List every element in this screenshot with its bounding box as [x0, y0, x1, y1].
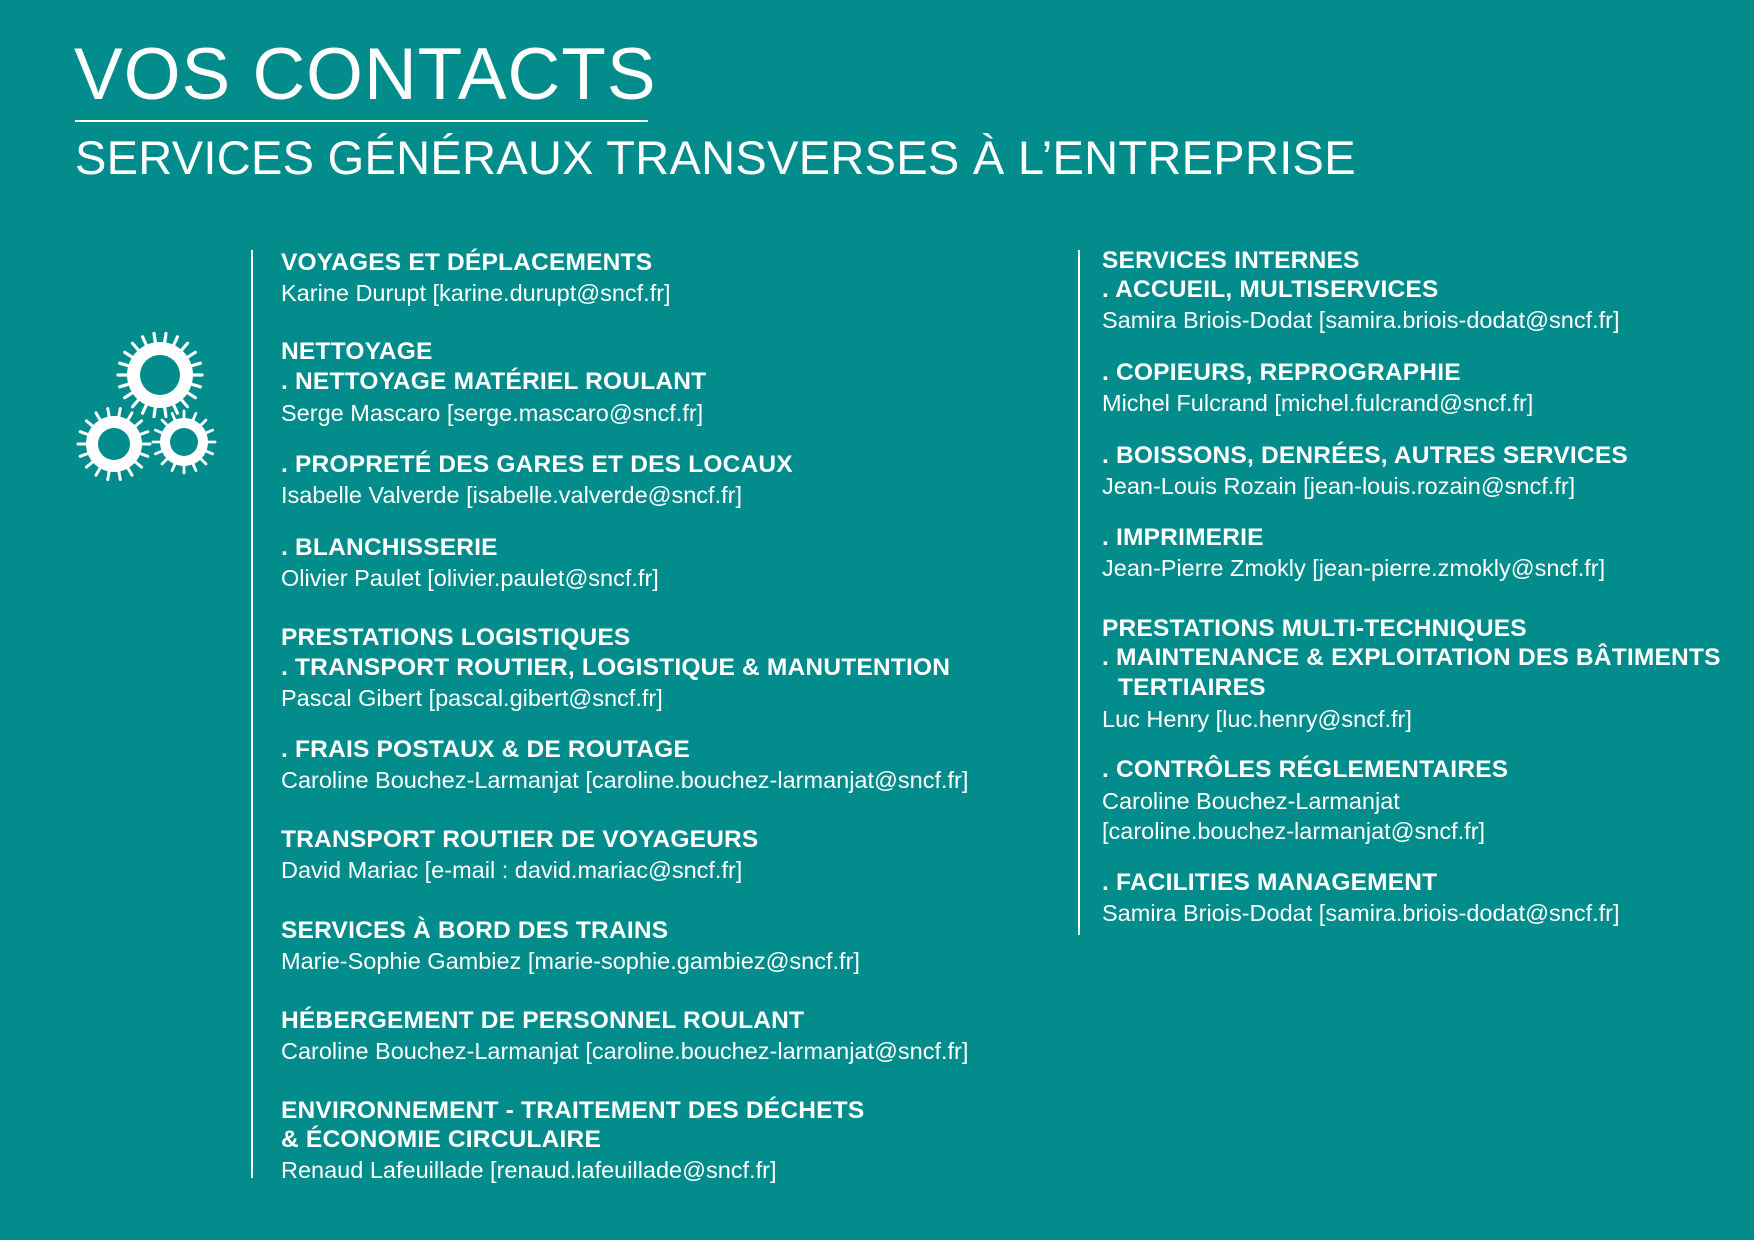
contact-environnement: Renaud Lafeuillade [renaud.lafeuillade@sncf.fr] [281, 1157, 777, 1183]
subsection-maintenance-line1: . MAINTENANCE & EXPLOITATION DES BÂTIMENTS [1102, 644, 1721, 671]
section-heading-services-internes: SERVICES INTERNES [1102, 247, 1360, 274]
contact-blanchisserie: Olivier Paulet [olivier.paulet@sncf.fr] [281, 565, 659, 591]
contact-services-bord: Marie-Sophie Gambiez [marie-sophie.gambiez@sncf.fr] [281, 948, 860, 974]
subsection-maintenance-line2: TERTIAIRES [1118, 674, 1266, 701]
contact-transport-routier: Pascal Gibert [pascal.gibert@sncf.fr] [281, 685, 663, 711]
subsection-proprete: . PROPRETÉ DES GARES ET DES LOCAUX [281, 451, 793, 478]
section-heading-logistique: PRESTATIONS LOGISTIQUES [281, 624, 631, 651]
contact-voyages: Karine Durupt [karine.durupt@sncf.fr] [281, 280, 671, 306]
contact-copieurs: Michel Fulcrand [michel.fulcrand@sncf.fr] [1102, 390, 1534, 416]
subsection-blanchisserie: . BLANCHISSERIE [281, 534, 498, 561]
contact-frais-postaux: Caroline Bouchez-Larmanjat [caroline.bouchez-larmanjat@sncf.fr] [281, 767, 969, 793]
right-column-divider [1078, 250, 1080, 935]
section-heading-multi-techniques: PRESTATIONS MULTI-TECHNIQUES [1102, 615, 1527, 642]
contact-accueil: Samira Briois-Dodat [samira.briois-dodat@sncf.fr] [1102, 307, 1620, 333]
left-column-divider [251, 250, 253, 1178]
contact-facilities: Samira Briois-Dodat [samira.briois-dodat@sncf.fr] [1102, 900, 1620, 926]
section-heading-nettoyage: NETTOYAGE [281, 338, 433, 365]
subsection-copieurs: . COPIEURS, REPROGRAPHIE [1102, 359, 1461, 386]
contact-imprimerie: Jean-Pierre Zmokly [jean-pierre.zmokly@sncf.fr] [1102, 555, 1606, 581]
contact-transport-voyageurs: David Mariac [e-mail : david.mariac@sncf.fr] [281, 857, 743, 883]
section-heading-services-bord: SERVICES À BORD DES TRAINS [281, 917, 669, 944]
contact-controles-name: Caroline Bouchez-Larmanjat [1102, 788, 1400, 814]
section-heading-transport-voyageurs: TRANSPORT ROUTIER DE VOYAGEURS [281, 826, 759, 853]
subsection-nettoyage-materiel: . NETTOYAGE MATÉRIEL ROULANT [281, 368, 707, 395]
subsection-transport-routier: . TRANSPORT ROUTIER, LOGISTIQUE & MANUTENTION [281, 654, 951, 681]
subsection-imprimerie: . IMPRIMERIE [1102, 524, 1264, 551]
section-heading-environnement-line1: ENVIRONNEMENT - TRAITEMENT DES DÉCHETS [281, 1097, 865, 1124]
section-heading-voyages: VOYAGES ET DÉPLACEMENTS [281, 249, 653, 276]
contact-maintenance: Luc Henry [luc.henry@sncf.fr] [1102, 706, 1412, 732]
page-title: VOS CONTACTS [74, 34, 657, 115]
subsection-facilities: . FACILITIES MANAGEMENT [1102, 869, 1438, 896]
contact-boissons: Jean-Louis Rozain [jean-louis.rozain@sncf.fr] [1102, 473, 1576, 499]
section-heading-environnement-line2: & ÉCONOMIE CIRCULAIRE [281, 1126, 601, 1153]
title-underline [75, 120, 648, 122]
page-subtitle: SERVICES GÉNÉRAUX TRANSVERSES À L’ENTREPRISE [75, 131, 1356, 184]
contact-proprete: Isabelle Valverde [isabelle.valverde@sncf.fr] [281, 482, 743, 508]
contact-nettoyage-materiel: Serge Mascaro [serge.mascaro@sncf.fr] [281, 400, 704, 426]
subsection-boissons: . BOISSONS, DENRÉES, AUTRES SERVICES [1102, 442, 1628, 469]
subsection-controles: . CONTRÔLES RÉGLEMENTAIRES [1102, 756, 1509, 783]
contact-controles-email: [caroline.bouchez-larmanjat@sncf.fr] [1102, 818, 1486, 844]
section-heading-hebergement: HÉBERGEMENT DE PERSONNEL ROULANT [281, 1007, 805, 1034]
contact-hebergement: Caroline Bouchez-Larmanjat [caroline.bouchez-larmanjat@sncf.fr] [281, 1038, 969, 1064]
subsection-accueil: . ACCUEIL, MULTISERVICES [1102, 276, 1439, 303]
subsection-frais-postaux: . FRAIS POSTAUX & DE ROUTAGE [281, 736, 690, 763]
gears-icon [72, 326, 222, 496]
